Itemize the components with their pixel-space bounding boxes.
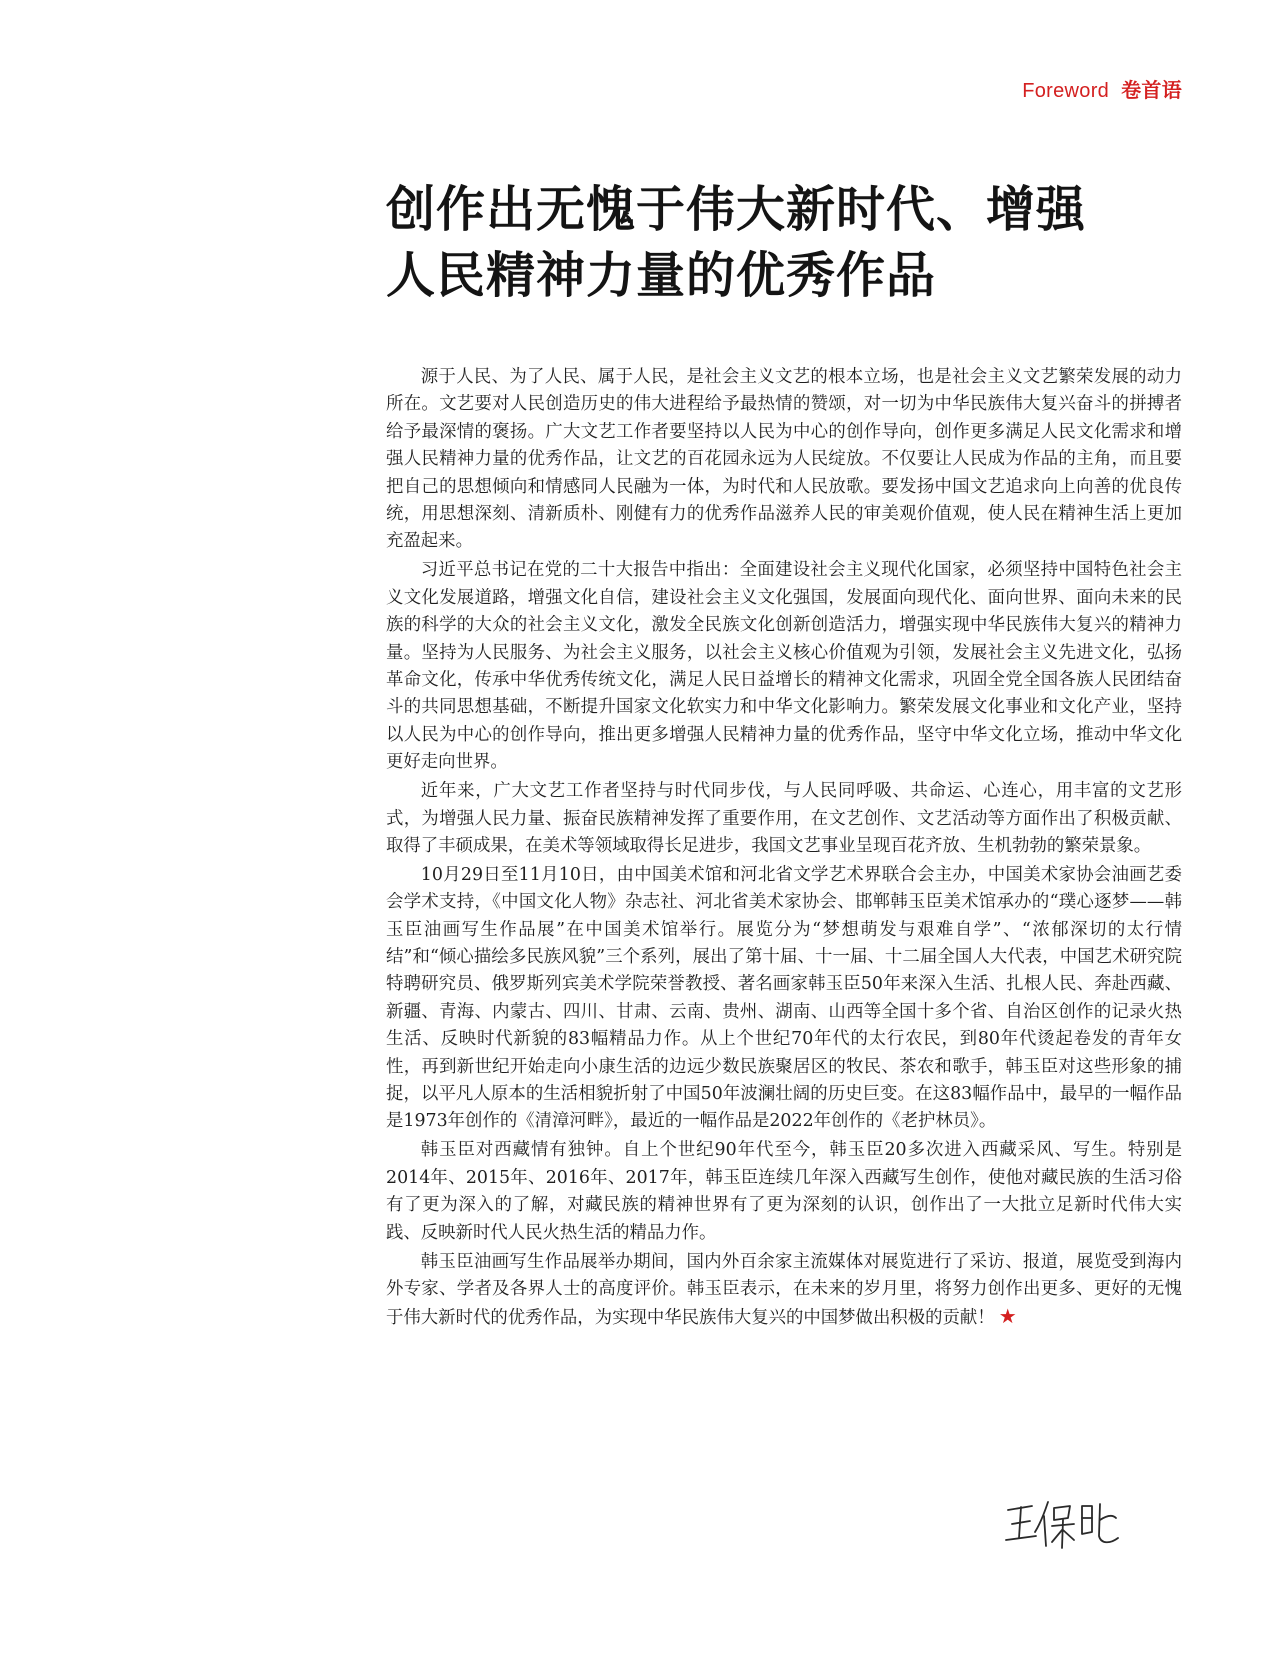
article-title	[386, 176, 1186, 308]
paragraph-6-text: 韩玉臣油画写生作品展举办期间，国内外百余家主流媒体对展览进行了采访、报道，展览受到海内外专家、学者及各界人士的高度评价。韩玉臣表示，在未来的岁月里，将努力创作出更多、更好的无愧于伟大新时代的优秀作品，为实现中华民族伟大复兴的中国梦做出积极的贡献！	[386, 1251, 1182, 1329]
paragraph-3: 近年来，广大文艺工作者坚持与时代同步伐，与人民同呼吸、共命运、心连心，用丰富的文艺形式，为增强人民力量、振奋民族精神发挥了重要作用，在文艺创作、文艺活动等方面作出了积极贡献、取得了丰硕成果，在美术等领域取得长足进步，我国文艺事业呈现百花齐放、生机勃勃的繁荣景象。	[386, 781, 1182, 856]
paragraph-6	[386, 1249, 1182, 1333]
article-body	[386, 364, 1182, 1334]
paragraph-2: 习近平总书记在党的二十大报告中指出：全面建设社会主义现代化国家，必须坚持中国特色社会主义文化发展道路，增强文化自信，建设社会主义文化强国，发展面向现代化、面向世界、面向未来的民族的科学的大众的社会主义文化，激发全民族文化创新创造活力，增强实现中华民族伟大复兴的精神力量。坚持为人民服务、为社会主义服务，以社会主义核心价值观为引领，发展社会主义先进文化，弘扬革命文化，传承中华优秀传统文化，满足人民日益增长的精神文化需求，巩固全党全国各族人民团结奋斗的共同思想基础，不断提升国家文化软实力和中华文化影响力。繁荣发展文化事业和文化产业，坚持以人民为中心的创作导向，推出更多增强人民精神力量的优秀作品，坚守中华文化立场，推动中华文化更好走向世界。	[386, 560, 1182, 773]
paragraph-5: 韩玉臣对西藏情有独钟。自上个世纪90年代至今，韩玉臣20多次进入西藏采风、写生。特别是2014年、2015年、2016年、2017年，韩玉臣连续几年深入西藏写生创作，使他对藏民族的生活习俗有了更为深入的了解，对藏民族的精神世界有了更为深刻的认识，创作出了一大批立足新时代伟大实践、反映新时代人民火热生活的精品力作。	[386, 1140, 1182, 1243]
title-line-2: 人民精神力量的优秀作品	[386, 246, 937, 304]
end-star-icon: ★	[998, 1304, 1017, 1329]
paragraph-1: 源于人民、为了人民、属于人民，是社会主义文艺的根本立场，也是社会主义文艺繁荣发展的动力所在。文艺要对人民创造历史的伟大进程给予最热情的赞颂，对一切为中华民族伟大复兴奋斗的拼搏者给予最深情的褒扬。广大文艺工作者要坚持以人民为中心的创作导向，创作更多满足人民文化需求和增强人民精神力量的优秀作品，让文艺的百花园永远为人民绽放。不仅要让人民成为作品的主角，而且要把自己的思想倾向和情感同人民融为一体，为时代和人民放歌。要发扬中国文艺追求向上向善的优良传统，用思想深刻、清新质朴、刚健有力的优秀作品滋养人民的审美观价值观，使人民在精神生活上更加充盈起来。	[386, 367, 1182, 552]
paragraph-4: 10月29日至11月10日，由中国美术馆和河北省文学艺术界联合会主办，中国美术家协会油画艺委会学术支持，《中国文化人物》杂志社、河北省美术家协会、邯郸韩玉臣美术馆承办的“璞心逐梦——韩玉臣油画写生作品展”在中国美术馆举行。展览分为“梦想萌发与艰难自学”、“浓郁深切的太行情结”和“倾心描绘多民族风貌”三个系列，展出了第十届、十一届、十二届全国人大代表，中国艺术研究院特聘研究员、俄罗斯列宾美术学院荣誉教授、著名画家韩玉臣50年来深入生活、扎根人民、奔赴西藏、新疆、青海、内蒙古、四川、甘肃、云南、贵州、湖南、山西等全国十多个省、自治区创作的记录火热生活、反映时代新貌的83幅精品力作。从上个世纪70年代的太行农民，到80年代烫起卷发的青年女性，再到新世纪开始走向小康生活的边远少数民族聚居区的牧民、茶农和歌手，韩玉臣对这些形象的捕捉，以平凡人原本的生活相貌折射了中国50年波澜壮阔的历史巨变。在这83幅作品中，最早的一幅作品是1973年创作的《清漳河畔》，最近的一幅作品是2022年创作的《老护林员》。	[386, 864, 1182, 1132]
handwritten-signature	[1002, 1494, 1122, 1554]
section-header	[1022, 74, 1182, 103]
title-line-1: 创作出无愧于伟大新时代、增强	[386, 180, 1087, 238]
section-label-zh: 卷首语	[1121, 80, 1182, 102]
section-label-en: Foreword	[1022, 80, 1110, 102]
